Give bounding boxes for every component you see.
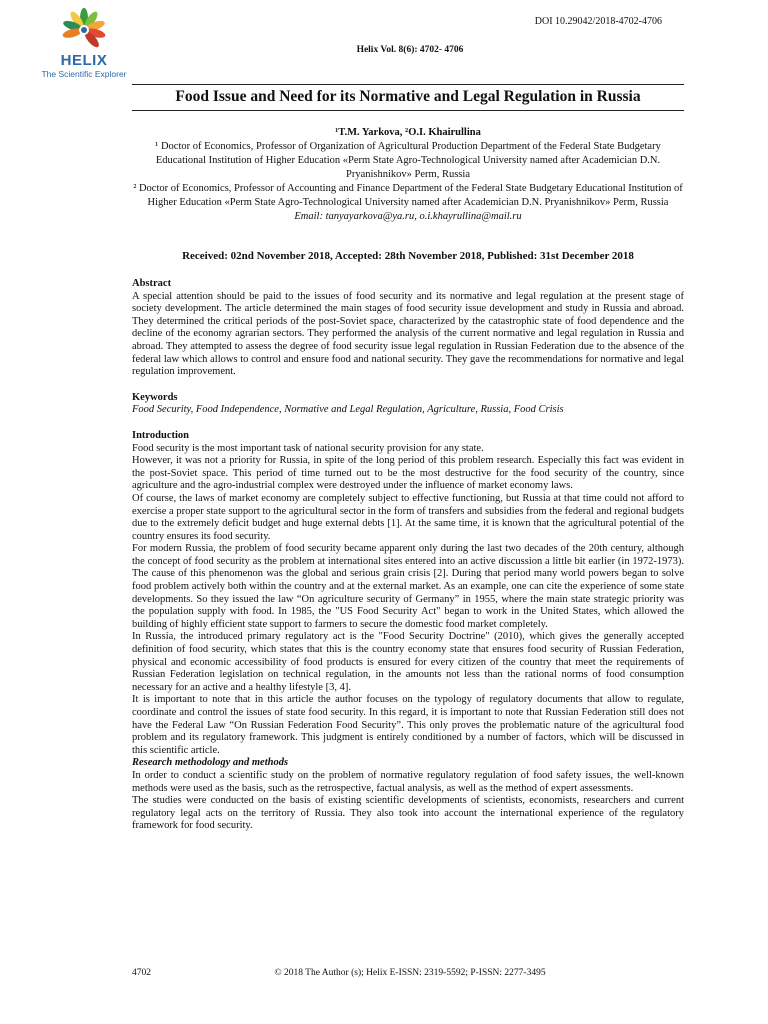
page-number: 4702 — [132, 968, 151, 978]
paper-body — [132, 278, 684, 833]
introduction-heading: Introduction — [132, 429, 189, 441]
intro-paragraph: Food security is the most important task of national security provision for any state. — [132, 442, 484, 454]
intro-paragraph: It is important to note that in this article the author focuses on the typology of regulatory documents that allow to regulate, coordinate and control the issues of state food security. In this regard, it is important to note that Russian Federation still does not have the Federal Law “On Russian Federation Food Security”. This only proves the problematic nature of the agricultural food problem and its regulatory framework. This judgment is entirely conditioned by a number of factors, which will be discussed in this scientific article. — [132, 694, 684, 756]
affiliation-2: ² Doctor of Economics, Professor of Accounting and Finance Department of the Federal State Budgetary Educational Institution of Higher Education «Perm State Agro-Technological University named after Academician D.N. Pryanishnikov» Perm, Russia — [133, 183, 683, 208]
affiliations — [132, 140, 684, 224]
author-list: ¹T.M. Yarkova, ²O.I. Khairullina — [335, 127, 481, 138]
methods-paragraph: In order to conduct a scientific study on the problem of normative regulatory regulation of food safety issues, the well-known methods were used as the basis, such as the retrospective, factual analysis, as well as the method of expert assessments. — [132, 769, 684, 794]
logo-tagline: The Scientific Explorer — [41, 69, 127, 79]
publication-dates: Received: 02nd November 2018, Accepted: 28th November 2018, Published: 31st December 2018 — [182, 250, 634, 262]
logo-brand-text: HELIX — [60, 52, 108, 69]
affiliation-1: ¹ Doctor of Economics, Professor of Organization of Agricultural Production Department of the Federal State Budgetary Educational Institution of Higher Education «Perm State Agro-Technological University named after Academician D.N. Pryanishnikov» Perm, Russia — [155, 141, 661, 180]
copyright-line: © 2018 The Author (s); Helix E-ISSN: 2319-5592; P-ISSN: 2277-3495 — [274, 968, 546, 978]
intro-paragraph: Of course, the laws of market economy are completely subject to effective functioning, but Russia at that time could not afford to exercise a proper state support to the agricultural sector in the form of transfers and subsidies from the federal and regional budgets due to the extremely deficit budget and huge external debts [1]. At the same time, it is known that the agricultural potential of the country ensures its food security. — [132, 492, 684, 542]
keywords-heading: Keywords — [132, 391, 178, 403]
header-rule — [132, 84, 684, 85]
abstract-heading: Abstract — [132, 278, 172, 289]
intro-paragraph: However, it was not a priority for Russia, in spite of the long period of this problem research. Especially this fact was evident in the post-Soviet space. This period of time turned out to be the most destructive for the food security of the country, since agriculture and the agro-industrial complex were destroyed under the influence of market economy laws. — [132, 455, 684, 492]
keywords-text: Food Security, Food Independence, Normative and Legal Regulation, Agriculture, Russia, Food Crisis — [132, 404, 564, 416]
title-rule — [132, 110, 684, 111]
intro-paragraph: For modern Russia, the problem of food security became apparent only during the last two decades of the 20th century, although the concept of food security as the problem at international sites entered into an active discussion a little bit earlier (in 1972-1973). The cause of this phenomenon was the global and serious grain crisis [2]. During that period many world powers began to solve food problem actively both within the country and at the external market. As an example, one can cite the experience of some state developments. So they issued the law “On agriculture security of Germany” in 1955, where the main state strategic priority was the population supply with food. In 1985, the "US Food Security Act" began to work in the United States, which allowed the building of highly efficient state support to farmers to secure the domestic food market completely. — [132, 543, 684, 630]
methods-heading: Research methodology and methods — [132, 757, 289, 769]
abstract-text: A special attention should be paid to the issues of food security and its normative and legal regulation at the present stage of society development. The article determined the main stages of food security issue development and study in Russia and abroad. They determined the critical periods of the post-Soviet space, characterized by the catastrophic state of food dependence and the decline of the economy agrarian sectors. They performed the analysis of the current normative and legal regulation in Russia and abroad. They attempted to assess the degree of food security issue legal regulation in Russian Federation due to the absence of the federal law which allows to control and ensure food and national security. They gave the recommendations for normative and legal regulation improvement. — [132, 290, 684, 378]
intro-paragraph: In Russia, the introduced primary regulatory act is the "Food Security Doctrine" (2010), which gives the generally accepted definition of food security, which states that this is the country economy state that ensures food security of Russian Federation, physical and economic accessibility of food products is ensured for every citizen of the country that meet the requirements of Russian Federation legislation on technical regulation, in the amounts not less than the rational norms of food consumption necessary for an active and a healthy lifestyle [3, 4]. — [132, 631, 684, 693]
doi-text: DOI 10.29042/2018-4702-4706 — [534, 16, 662, 27]
author-emails: Email: tanyayarkova@ya.ru, o.i.khayrullina@mail.ru — [294, 211, 522, 222]
methods-paragraph: The studies were conducted on the basis of existing scientific developments of scientists, economists, researchers and current regulatory legal acts on the territory of Russia. They also took into account the international experience of the regulatory framework for food security. — [132, 795, 684, 832]
journal-logo — [36, 6, 132, 80]
paper-title: Food Issue and Need for its Normative and Legal Regulation in Russia — [175, 88, 641, 105]
journal-volume: Helix Vol. 8(6): 4702- 4706 — [356, 45, 464, 55]
